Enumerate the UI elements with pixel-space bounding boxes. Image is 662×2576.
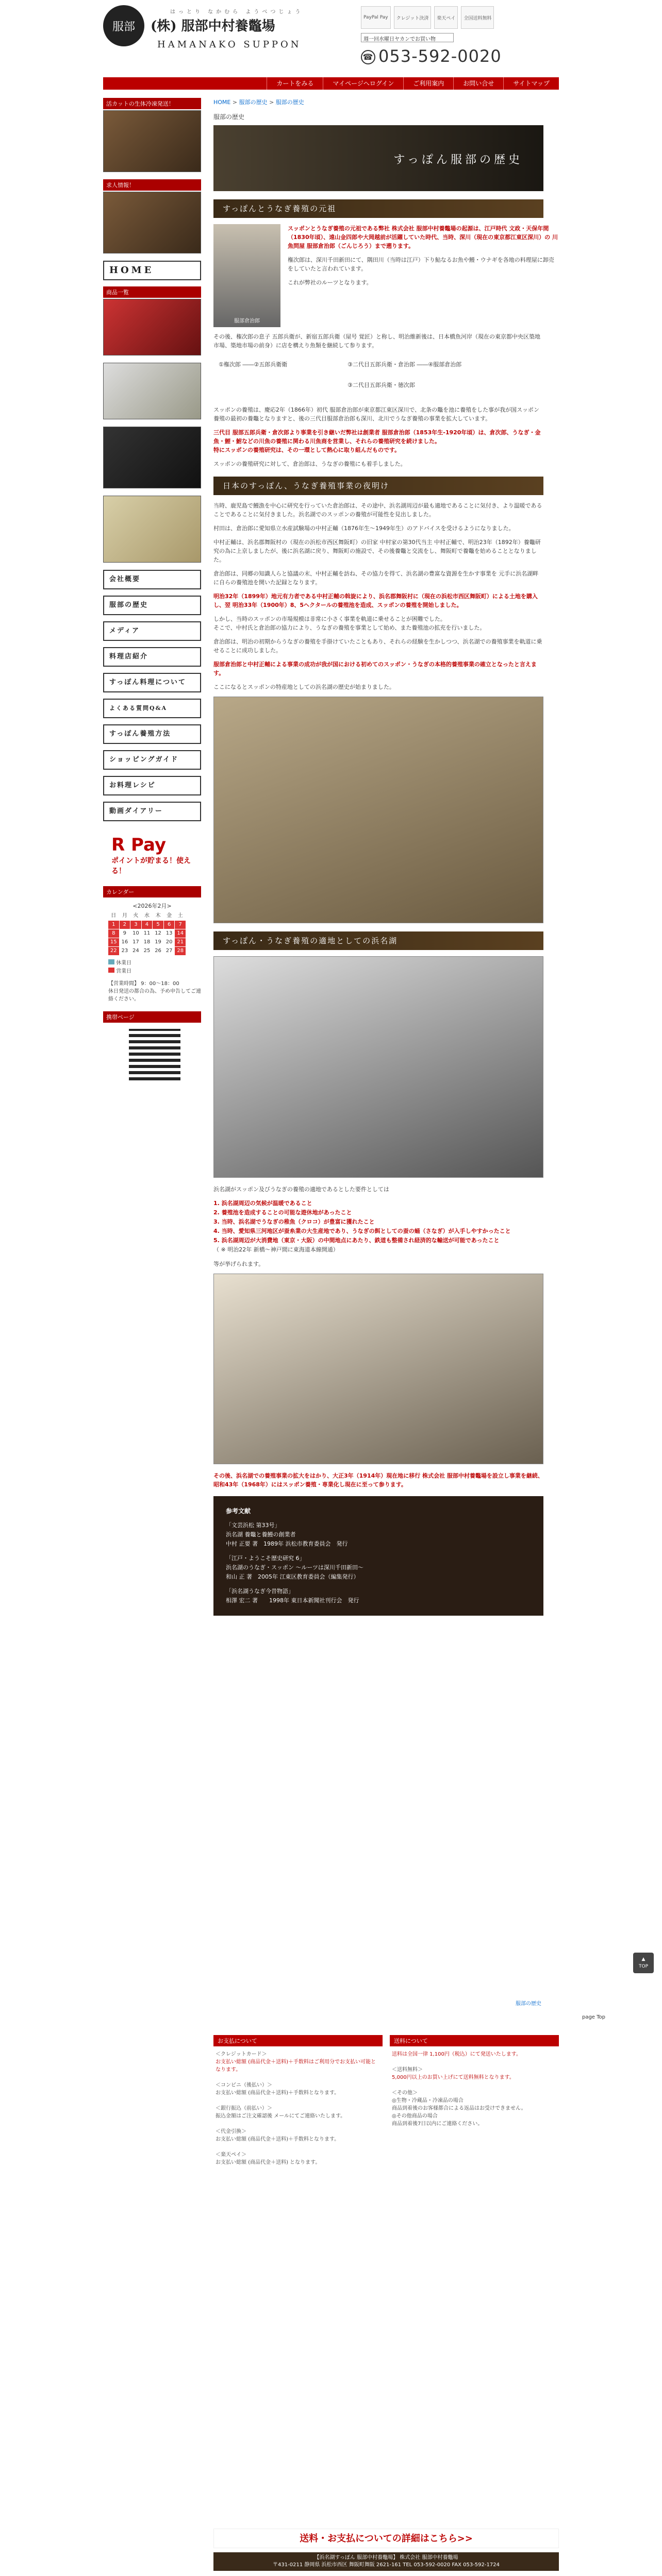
paragraph: スッポンの養殖研究に対して、倉治郎は、うなぎの養殖にも着手しました。	[213, 461, 406, 467]
sidebar-recruit-heading: 求人情報！	[103, 179, 201, 191]
tree-node: ③二代目五郎兵衛・徳次郎	[347, 382, 415, 388]
historic-group-photo	[213, 697, 543, 923]
nav-guide[interactable]: ご利用案内	[403, 77, 453, 90]
requirements-list	[213, 1199, 559, 1255]
list-item: （ ※ 明治22年 新橋～神戸間に東海道本線開通）	[213, 1246, 339, 1253]
paragraph: 浜名湖がスッポン及びうなぎの養殖の適地であるとした要件としては	[213, 1186, 389, 1193]
calendar-day: 12	[155, 930, 161, 936]
sidebar-menu-media[interactable]: メディア	[103, 621, 201, 641]
crumb-current[interactable]: 服部の歴史	[275, 99, 304, 106]
list-item: 3. 当時、浜名湖でうなぎの稚魚（クロコ）が豊富に獲れたこと	[213, 1218, 375, 1225]
calendar-day: 16	[121, 939, 128, 945]
qr-code-icon	[129, 1029, 180, 1080]
info-line: ＜送料無料＞	[392, 2067, 423, 2073]
paragraph: 権次郎は、深川千田新田にて、隅田川（当時は江戸）下り鮎なるお魚や鰻・ウナギを各地の料理屋に卸売をしていたと言われています。	[288, 257, 554, 272]
section-heading-dawn: 日本のすっぽん、うなぎ養殖事業の夜明け	[213, 477, 543, 495]
calendar-day: 4	[142, 921, 153, 929]
ref-line: 和山 正 著 2005年 江東区教育委員会（編集発行）	[226, 1573, 359, 1580]
list-item: 4. 当時、愛知県三河地区が蚕糸業の大生産地であり、うなぎの餌としての蚕の蛹（さなぎ）が入手しやすかったこと	[213, 1228, 511, 1234]
page-title: 服部の歴史	[213, 113, 245, 121]
calendar-day: 2	[120, 921, 130, 929]
info-line: ＜コンビニ（後払い）＞	[216, 2082, 272, 2088]
nav-cart[interactable]: カートをみる	[267, 77, 323, 90]
paragraph: その後、権次郎の息子 五郎兵衛が、新宿五郎兵衛（屋号 覚匠）と称し、明治維新後は、日本橋魚河岸（現在の東京都中央区築地市場、築地市場の前身）に店を構えり魚類を継続して参ります。	[213, 333, 540, 349]
calendar-day: 7	[175, 921, 186, 929]
paragraph: 中村正輔は、浜名郡舞阪村の（現在の浜松市西区舞阪町）の旧家 中村家の第30代当主 中村正輔で、明治23年（1892年）養鼈研究の為に上京しましたが、後に浜名湖に戻り、舞阪町の施設で、その後養鼈と交流をし、舞阪町で養鼈を始めることとなりました。	[213, 539, 541, 563]
calendar-day: 6	[164, 921, 175, 929]
calendar-month: <2026年2月>	[133, 903, 172, 909]
tree-node: ③二代目五郎兵衛・倉治郎 ――④服部倉治郎	[347, 361, 462, 368]
ref-line: 浜名湖のうなぎ・スッポン ～ルーツは深川千田新田～	[226, 1564, 363, 1571]
calendar-day: 17	[133, 939, 139, 945]
nav-login[interactable]: マイページへログイン	[323, 77, 403, 90]
rakuten-pay-text: ポイントが貯まる！使える！	[111, 857, 191, 875]
hero-banner	[213, 125, 543, 191]
payment-badge[interactable]: PayPal Pay	[361, 6, 391, 29]
sidebar	[103, 98, 201, 1080]
section-heading-hamanako: すっぽん・うなぎ養殖の適地としての浜名湖	[213, 931, 543, 950]
business-hours: 【営業時間】 9：00～18：00 休日発送の都合の為、予め申告してご連絡ください。	[108, 981, 201, 1002]
references-heading: 参考文献	[226, 1507, 251, 1515]
paragraph: 服部倉治郎と中村正輔による事業の成功が我が国における初めてのスッポン・うなぎの本格的養殖事業の確立となったと言えます。	[213, 661, 537, 676]
calendar-weekday: 土	[177, 913, 183, 919]
calendar-day: 24	[133, 948, 139, 954]
info-line: お支払い総額 (商品代金＋送料)＋手数料はご利用分でお支払い可能となります。	[216, 2059, 376, 2073]
calendar-weekday: 金	[167, 913, 172, 919]
calendar-day: 13	[166, 930, 173, 936]
payment-badges	[361, 6, 494, 29]
ref-line: 浜名湖 養鼈と養鰻の創業者	[226, 1531, 296, 1538]
calendar-day: 22	[108, 947, 119, 955]
page-top-link[interactable]: page Top	[582, 2014, 605, 2020]
sidebar-products-heading: 商品一覧	[103, 286, 201, 298]
sidebar-banner-image[interactable]	[103, 110, 201, 172]
calendar-weekday: 月	[122, 913, 127, 919]
shipping-body	[390, 2046, 559, 2132]
family-tree	[213, 355, 543, 401]
paragraph: しかし、当時のスッポンの市場規模は非常に小さく事業を軌道に乗せることが困難でした。 そこで、中村氏と倉治郎の協力により、うなぎの養殖を事業として始め、また養殖池の拡充を行いました。	[213, 616, 486, 631]
phone-text: 053-592-0020	[378, 46, 502, 66]
logo-icon[interactable]: 服部	[103, 5, 144, 46]
calendar-day: 15	[108, 938, 119, 946]
site-header	[103, 0, 559, 77]
references-box	[213, 1496, 543, 1616]
payment-badge[interactable]: クレジット決済	[394, 6, 432, 29]
chevron-up-icon: ▲	[641, 1957, 646, 1962]
info-line: 商品到着後7日以内にご連絡ください。	[392, 2121, 483, 2127]
info-line: 5,000円以上のお買い上げにて送料無料となります。	[392, 2075, 515, 2080]
info-line: ＜クレジットカード＞	[216, 2052, 267, 2057]
footer	[213, 2552, 559, 2571]
calendar-day: 20	[166, 939, 173, 945]
legend-holiday: 休業日	[116, 960, 132, 966]
calendar-day: 10	[133, 930, 139, 936]
info-line: ◎生物・冷蔵品・冷凍品の場合	[392, 2098, 464, 2104]
footer-company: 【浜名湖すっぽん 服部中村養鼈場】 株式会社 服部中村養鼈場	[314, 2555, 458, 2561]
payment-body	[213, 2046, 383, 2171]
logo-name[interactable]: (株) 服部中村養鼈場	[151, 19, 275, 34]
calendar-day: 3	[130, 921, 141, 929]
crumb-home[interactable]: HOME	[213, 99, 231, 106]
calendar-day: 25	[143, 948, 151, 954]
info-line: お支払い総額 (商品代金＋送料) となります。	[216, 2160, 321, 2165]
ref-line: 「江戸・ようこそ歴史研究 6」	[226, 1555, 305, 1562]
calendar-legend	[108, 959, 201, 976]
paragraph: 等が挙げられます。	[213, 1261, 264, 1267]
footer-address: 〒431-0211 静岡県 浜松市西区 舞阪町舞阪 2621-161 TEL 053-592-0020 FAX 053-592-1724	[273, 2562, 500, 2568]
rakuten-pay-banner[interactable]	[111, 835, 201, 876]
info-line: お支払い総額 (商品代金＋送料)＋手数料となります。	[216, 2137, 340, 2142]
sidebar-menu-video-diary[interactable]: 動画ダイアリー	[103, 802, 201, 821]
scroll-top-label: TOP	[638, 1964, 648, 1969]
calendar-day: 1	[108, 921, 119, 929]
payment-heading: お支払について	[213, 2035, 383, 2046]
ref-line: 相澤 宏二 著 1998年 東日本新聞社刊行会 発行	[226, 1597, 359, 1604]
calendar-day: 28	[175, 947, 186, 955]
info-line: ＜銀行振込（前払い）＞	[216, 2106, 272, 2111]
shipping-payment-details-link[interactable]: 送料・お支払についての詳細はこちら>>	[213, 2529, 559, 2548]
info-line: ＜楽天ペイ＞	[216, 2152, 246, 2158]
crumb-history[interactable]: 服部の歴史	[239, 99, 268, 106]
paragraph: 村田は、倉治郎に愛知県立水産試験場の中村正輔（1876年生～1949年生）のアドバイスを受けるようになりました。	[213, 525, 515, 532]
notice-box: 週一回水曜日ヤカンでお買い物	[361, 33, 454, 42]
sidebar-recruit-image[interactable]	[103, 192, 201, 253]
list-item: 5. 浜名湖周辺が大消費地（東京・大阪）の中間地点にあたり、鉄道も整備され経済的な輸送が可能であったこと	[213, 1237, 500, 1244]
calendar-day: 9	[123, 930, 127, 936]
sidebar-menu-faq[interactable]: よくある質問Q&A	[103, 699, 201, 718]
nav-contact[interactable]: お問い合せ	[453, 77, 503, 90]
product-banner-powder[interactable]	[103, 496, 201, 563]
legend-open: 営業日	[116, 969, 132, 974]
tree-node: ①権次郎 ――②五郎兵衛衛	[219, 361, 288, 368]
calendar-day: 26	[155, 948, 161, 954]
ref-line: 中村 正要 著 1989年 浜松市教育委員会 発行	[226, 1540, 348, 1547]
shipping-heading: 送料について	[390, 2035, 559, 2046]
phone-icon: ☎	[361, 50, 375, 64]
historic-ponds-photo	[213, 1274, 543, 1464]
list-item: 1. 浜名湖周辺の気候が温暖であること	[213, 1200, 312, 1207]
main-content	[213, 98, 559, 1626]
logo-english: HAMANAKO SUPPON	[157, 39, 302, 50]
hero-text: すっぽん服部の歴史	[393, 154, 523, 166]
sidebar-menu-restaurants[interactable]: 料理店紹介	[103, 647, 201, 667]
product-banner-kit[interactable]	[103, 363, 201, 419]
calendar-day: 19	[155, 939, 161, 945]
paragraph: スッポンとうなぎ養殖の元祖である弊社 株式会社 服部中村養鼈場の起源は、江戸時代 文政・天保年間（1830年頃）、遠山金四郎や大岡越前が活躍していた時代、当時、深川（現在の東京都江東区深川）の 川魚問屋 服部倉治郎（ごんじろう）まで遡ります。	[288, 225, 558, 249]
sidebar-banner-heading: 活カットの生体冷凍発送！	[103, 98, 201, 109]
sidebar-menu-farming[interactable]: すっぽん養殖方法	[103, 724, 201, 744]
sidebar-menu-company[interactable]: 会社概要	[103, 570, 201, 589]
shipping-info	[390, 2035, 559, 2132]
info-line: ＜代金引換＞	[216, 2129, 246, 2134]
payment-info	[213, 2035, 383, 2171]
paragraph: スッポンの養殖は、慶応2年（1866年）初代 服部倉治郎が東京都江東区深川で、北条の鼈を池に養殖をした事が我が国スッポン養殖の最初の養鼈となりますと、後の三代目服部倉治郎も深川、北川でうなぎ養殖の事業を拡大しています。	[213, 406, 540, 422]
calendar-weekday: 火	[133, 913, 139, 919]
scroll-top-button[interactable]	[633, 1953, 654, 1973]
calendar-day: 23	[121, 948, 128, 954]
paragraph: 三代目 服部五郎兵衛・倉次郎より事業を引き継いだ弊社は創業者 服部倉治郎（1853年生-1920年頃）は、倉次郎、うなぎ・金魚・鯉・鮒などの川魚の養殖に関わる川魚商を営業し、それらの養殖研究を続けました。 特にスッポンの養殖研究は、その一環として熱心に取り組んだものです。	[213, 429, 541, 453]
phone-number[interactable]	[361, 46, 502, 66]
calendar-day: 11	[143, 930, 151, 936]
paragraph: 当時、鹿児島で鰻漁を中心に研究を行っていた倉治郎は、その途中、浜名湖周辺が最も適地であることに気付き、より温暖である ことであることに気付きました。浜名湖でのスッポンの養殖が可能性を見出しました。	[213, 502, 542, 518]
info-line: ◎その他商品の場合	[392, 2113, 438, 2119]
calendar-weekday: 木	[155, 913, 161, 919]
portrait-caption: 服部倉治郎	[234, 318, 260, 324]
paragraph: これが弊社のルーツとなります。	[288, 279, 372, 286]
historic-work-photo	[213, 956, 543, 1178]
calendar-day: 14	[175, 929, 186, 938]
sidebar-menu-cuisine[interactable]: すっぽん料理について	[103, 673, 201, 692]
sidebar-menu-recipes[interactable]: お料理レシピ	[103, 776, 201, 795]
list-item: 2. 養殖池を造成することの可能な遊休地があったこと	[213, 1209, 352, 1216]
top-nav	[103, 77, 559, 90]
calendar-weekday: 日	[111, 913, 117, 919]
breadcrumb: HOME > 服部の歴史 > 服部の歴史	[213, 99, 304, 106]
info-line: 商品到着後のお客様都合による返品はお受けできません。	[392, 2106, 526, 2111]
logo-ruby: はっとり なかむら ようべつじょう	[170, 9, 304, 15]
paragraph: 倉治郎は、同郷の知識人らと協議の末、中村正輔を訪ね、その協力を得て、浜名湖の豊富な資源を生かす事業を 元手に浜名湖畔に自らの養殖池を開いた記録となります。	[213, 570, 539, 586]
paragraph: その後、浜名湖での養殖事業の拡大をはかり、大正3年（1914年）現在地に移行 株式会社 服部中村養鼈場を設立し事業を継続、昭和43年（1968年）にはスッポン養殖・専業化し現在に至って参ります。	[213, 1472, 543, 1488]
sidebar-menu-shopping-guide[interactable]: ショッピングガイド	[103, 750, 201, 770]
payment-badge[interactable]: 全国送料無料	[461, 6, 494, 29]
nav-sitemap[interactable]: サイトマップ	[503, 77, 559, 90]
info-line: ＜その他＞	[392, 2090, 418, 2096]
info-line: お支払い総額 (商品代金＋送料)＋手数料となります。	[216, 2090, 340, 2096]
sidebar-home-button[interactable]: HOME	[103, 261, 201, 280]
calendar-grid	[108, 912, 186, 955]
product-banner-soup[interactable]	[103, 299, 201, 355]
info-line: 振込金額はご注文確認後 メールにてご連絡いたします。	[216, 2113, 346, 2119]
back-link[interactable]: 服部の歴史	[516, 2001, 541, 2007]
calendar-weekday: 水	[144, 913, 150, 919]
calendar-day: 8	[108, 929, 119, 938]
paragraph: ここになるとスッポンの特産地としての浜名湖の歴史が始まりました。	[213, 684, 395, 690]
product-banner-dark[interactable]	[103, 427, 201, 488]
calendar-day: 5	[153, 921, 163, 929]
payment-badge[interactable]: 楽天ペイ	[434, 6, 458, 29]
calendar-day: 21	[175, 938, 186, 946]
calendar-heading: カレンダー	[103, 886, 201, 897]
info-line: 送料は全国一律 1,100円（税込）にて発送いたします。	[392, 2052, 522, 2057]
paragraph: 明治32年（1899年）地元有力者である中村正輔の斡旋により、浜名郡舞阪村に（現在の浜松市西区舞阪町）による土地を購入し、翌 明治33年（1900年）8、5ヘクタールの養殖池を造成、スッポンの養殖を開始しました。	[213, 593, 538, 608]
paragraph: 倉治郎は、明治の初期からうなぎの養殖を手掛けていたこともあり、それらの経験を生かしつつ、浜名湖での養殖事業を軌道に乗せることに成功しました。	[213, 638, 542, 654]
sidebar-menu-history[interactable]: 服部の歴史	[103, 596, 201, 615]
section-heading-origin: すっぽんとうなぎ養殖の元祖	[213, 199, 543, 218]
calendar-day: 18	[143, 939, 151, 945]
mobile-page-heading: 携帯ページ	[103, 1011, 201, 1023]
ref-line: 「文芸浜松 第33号」	[226, 1522, 280, 1529]
ref-line: 「浜名湖うなぎ今昔物語」	[226, 1588, 294, 1595]
founder-portrait	[213, 224, 280, 327]
rakuten-pay-logo: R Pay	[111, 835, 167, 855]
calendar-day: 27	[166, 948, 173, 954]
